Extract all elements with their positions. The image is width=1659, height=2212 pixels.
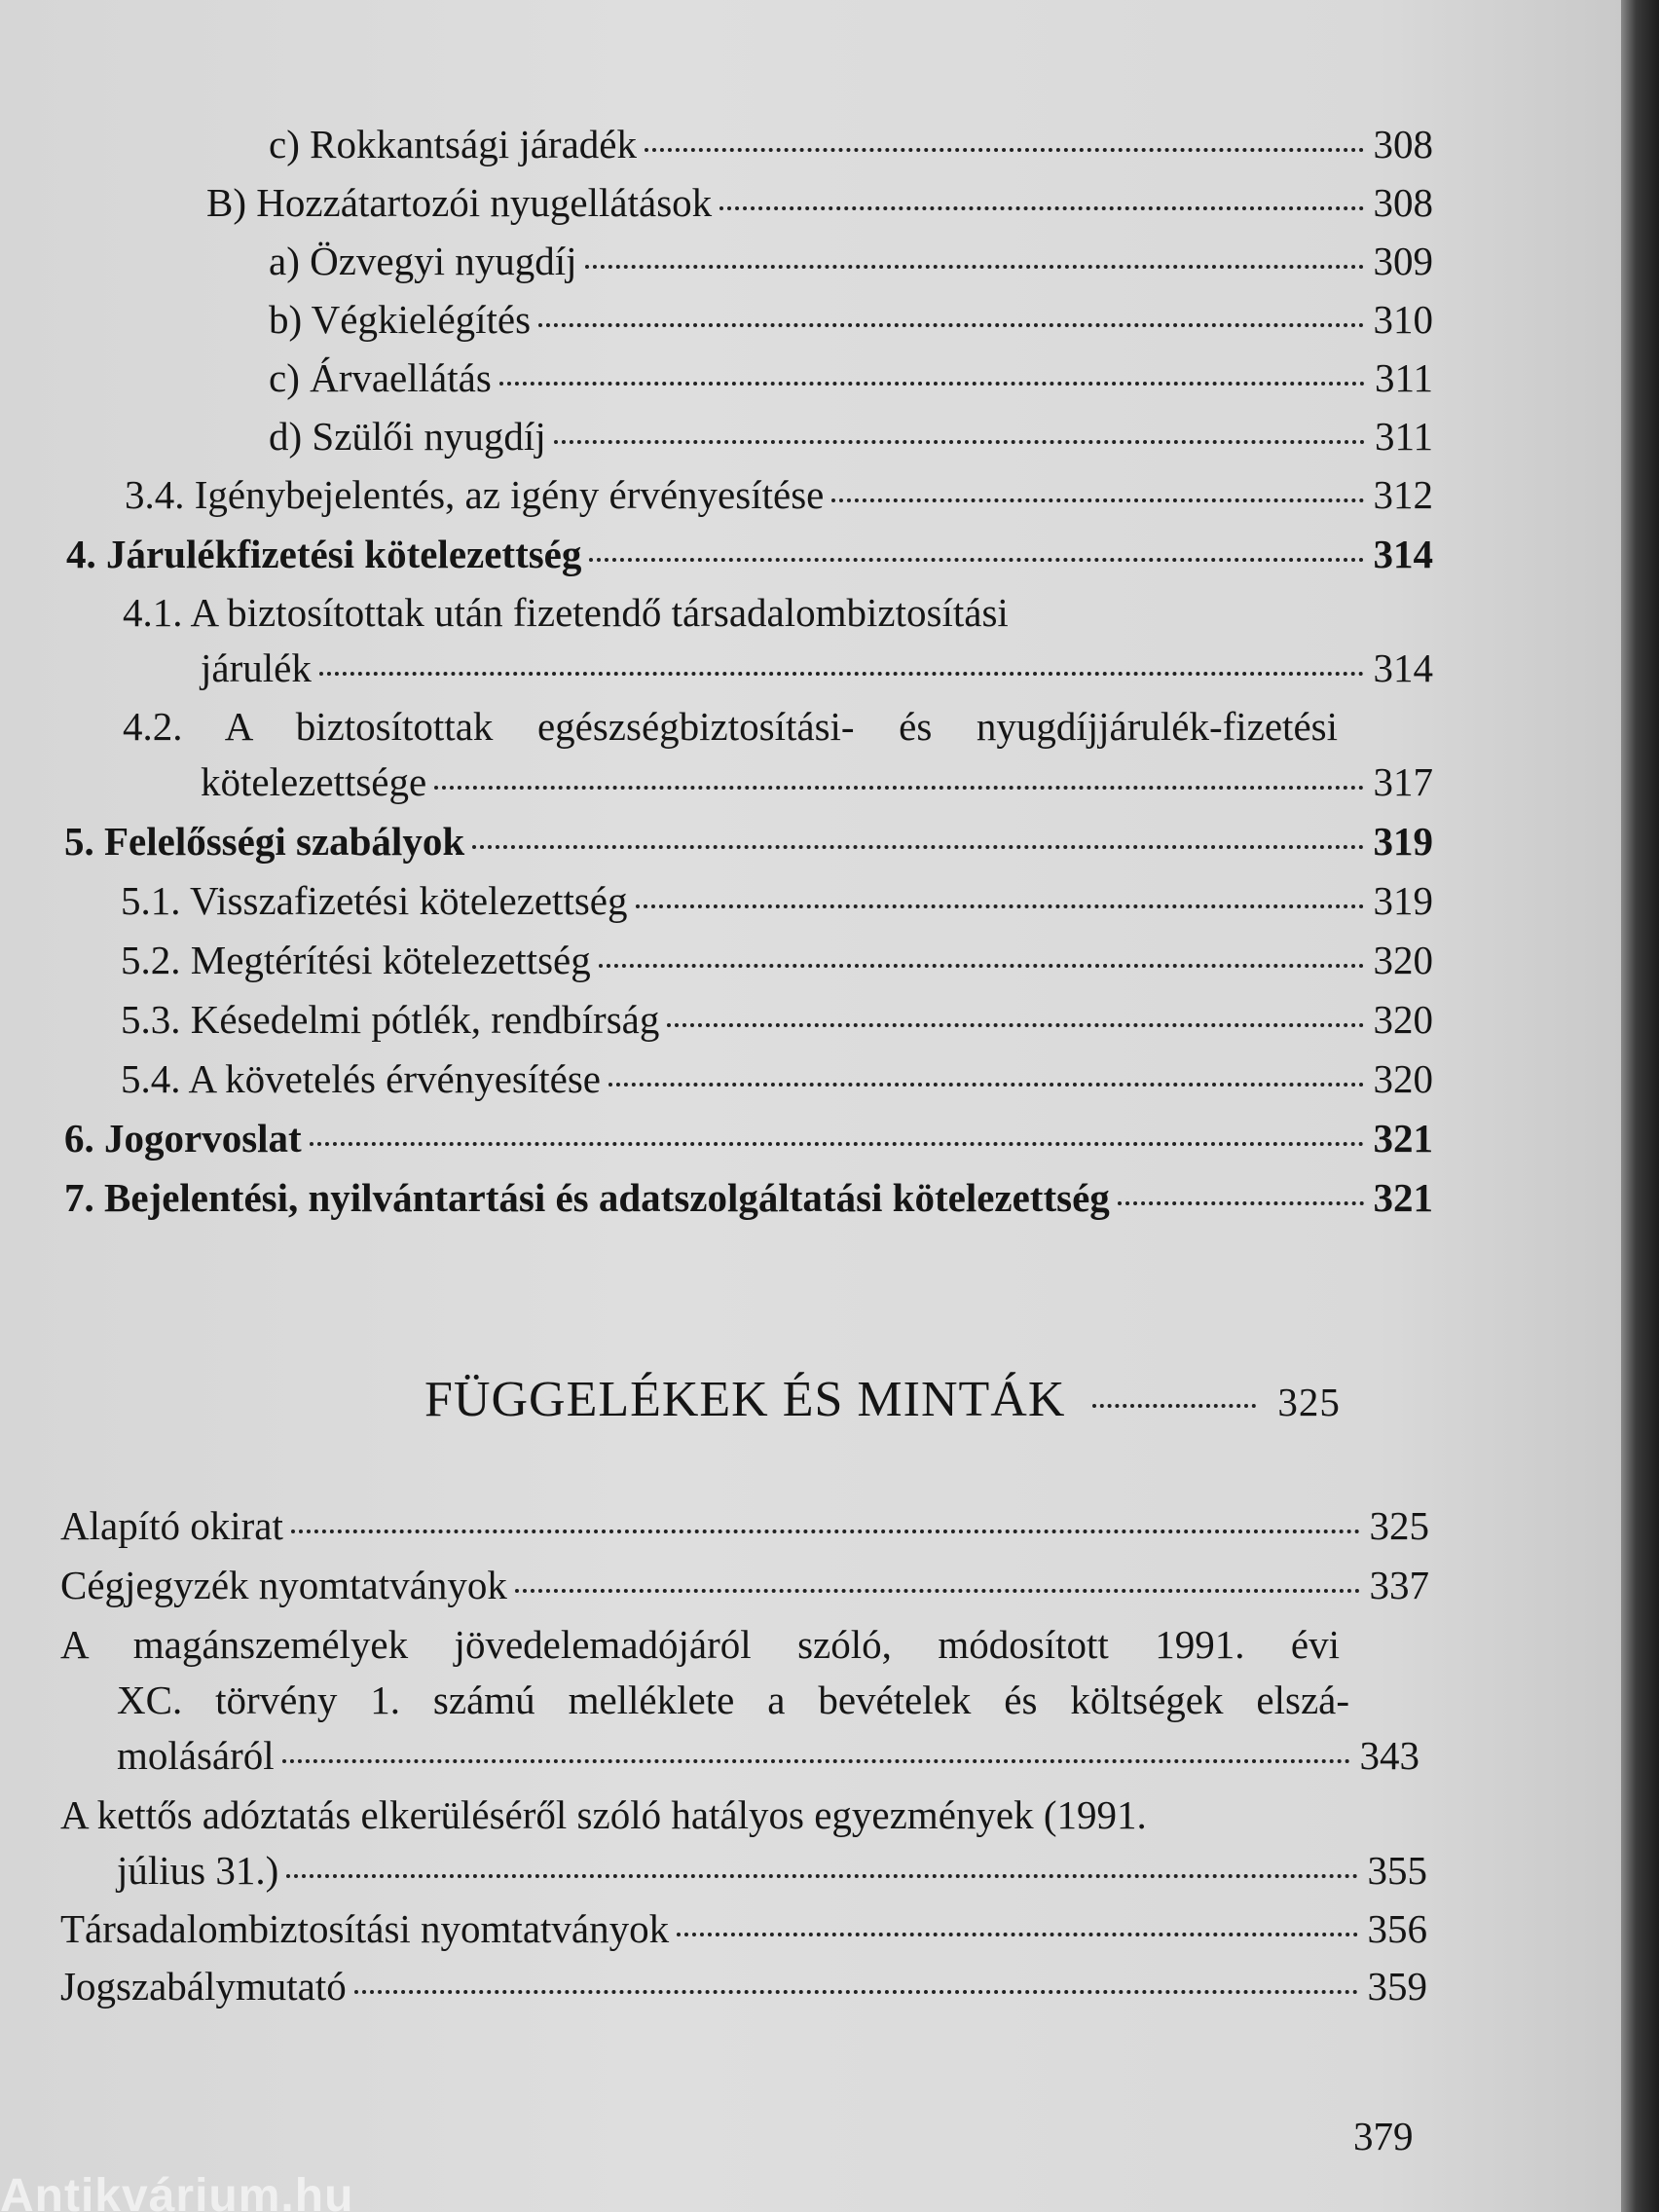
dot-leader bbox=[719, 206, 1363, 210]
dot-leader bbox=[499, 382, 1365, 386]
toc-entry-szja-line1: A magánszemélyek jövedelemadójáról szóló, módosított 1991. évi bbox=[60, 1622, 1340, 1667]
toc-entry-5-3 bbox=[121, 996, 1433, 1043]
toc-entry-kettos-adoztatas-line1: A kettős adóztatás elkerüléséről szóló hatályos egyezmények (1991. bbox=[60, 1792, 1147, 1837]
toc-entry-page: 311 bbox=[1375, 355, 1433, 400]
toc-entry-title: 5.4. A követelés érvényesítése bbox=[121, 1056, 602, 1101]
toc-entry-page: 320 bbox=[1373, 1056, 1433, 1101]
dot-leader bbox=[1118, 1201, 1364, 1205]
toc-entry-4-1-line1: 4.1. A biztosítottak után fizetendő társadalombiztosítási bbox=[123, 590, 1009, 635]
toc-entry-title: Cégjegyzék nyomtatványok bbox=[60, 1563, 507, 1607]
toc-entry-title: július 31.) bbox=[117, 1848, 279, 1893]
dot-leader bbox=[286, 1874, 1357, 1878]
toc-entry-page: 311 bbox=[1375, 414, 1433, 459]
toc-entry-5-4 bbox=[121, 1055, 1433, 1102]
dot-leader bbox=[599, 964, 1364, 968]
toc-entry-page: 343 bbox=[1359, 1733, 1419, 1778]
toc-entry-page: 308 bbox=[1373, 180, 1433, 225]
toc-entry-title: 4. Járulékfizetési kötelezettség bbox=[66, 532, 582, 576]
toc-entry-page: 359 bbox=[1367, 1964, 1427, 2009]
toc-entry-kettos-adoztatas bbox=[117, 1847, 1427, 1894]
toc-entry-vegkielegites bbox=[269, 296, 1433, 343]
dot-leader bbox=[589, 558, 1363, 562]
dot-leader bbox=[1092, 1404, 1256, 1408]
toc-entry-rokkantsagi-jaradek bbox=[269, 121, 1433, 167]
dot-leader bbox=[538, 323, 1363, 327]
toc-entry-page: 309 bbox=[1373, 239, 1433, 283]
toc-entry-chapter-7 bbox=[64, 1174, 1433, 1221]
dot-leader bbox=[434, 786, 1363, 790]
toc-entry-4-2 bbox=[201, 758, 1433, 805]
toc-entry-page: 356 bbox=[1367, 1906, 1427, 1951]
dot-leader bbox=[645, 148, 1364, 152]
toc-entry-4-1 bbox=[201, 645, 1433, 691]
toc-entry-arvaellatas bbox=[269, 354, 1433, 401]
watermark: Antikvárium.hu bbox=[0, 2170, 354, 2212]
toc-entry-jogszabalymutato bbox=[60, 1963, 1427, 2009]
dot-leader bbox=[354, 1990, 1358, 1994]
toc-entry-title: 6. Jogorvoslat bbox=[64, 1116, 302, 1161]
dot-leader bbox=[636, 904, 1364, 908]
toc-entry-szuloi-nyugdij bbox=[269, 413, 1433, 460]
toc-entry-5-1 bbox=[121, 877, 1433, 924]
toc-entry-4-2-line1: 4.2. A biztosítottak egészségbiztosítási- és nyugdíjjárulék-fizetési bbox=[123, 704, 1338, 749]
toc-entry-title: kötelezettsége bbox=[201, 759, 427, 804]
toc-entry-chapter-4 bbox=[66, 531, 1433, 577]
toc-entry-page: 312 bbox=[1373, 472, 1433, 517]
toc-entry-page: 325 bbox=[1369, 1503, 1429, 1548]
toc-entry-page: 314 bbox=[1373, 645, 1433, 690]
dot-leader bbox=[667, 1023, 1363, 1027]
toc-entry-title: 5.3. Késedelmi pótlék, rendbírság bbox=[121, 997, 660, 1042]
dot-leader bbox=[472, 845, 1363, 849]
toc-entry-title: 5.1. Visszafizetési kötelezettség bbox=[121, 878, 628, 923]
toc-entry-page: 310 bbox=[1373, 297, 1433, 342]
toc-entry-title: Társadalombiztosítási nyomtatványok bbox=[60, 1906, 670, 1951]
page-number: 379 bbox=[1353, 2114, 1414, 2158]
toc-entry-page: 319 bbox=[1373, 819, 1433, 864]
toc-entry-hozzatartozoi-nyugellatasok bbox=[206, 179, 1433, 226]
dot-leader bbox=[608, 1083, 1363, 1087]
toc-entry-3-4 bbox=[125, 471, 1433, 518]
toc-entry-5-2 bbox=[121, 937, 1433, 983]
dot-leader bbox=[677, 1933, 1357, 1936]
toc-entry-ozvegyi-nyugdij bbox=[269, 238, 1433, 284]
appendix-heading bbox=[424, 1371, 1341, 1431]
dot-leader bbox=[554, 440, 1365, 444]
toc-entry-page: 337 bbox=[1369, 1563, 1429, 1607]
book-binding-shadow bbox=[1621, 0, 1659, 2212]
toc-entry-page: 317 bbox=[1373, 759, 1433, 804]
toc-entry-page: 319 bbox=[1373, 878, 1433, 923]
toc-entry-chapter-5 bbox=[64, 818, 1433, 865]
toc-entry-title: 3.4. Igénybejelentés, az igény érvényesítése bbox=[125, 472, 825, 517]
toc-entry-tarsadalombiztositasi-nyomtatvanyok bbox=[60, 1905, 1427, 1952]
toc-entry-page: 320 bbox=[1373, 938, 1433, 982]
toc-entry-page: 320 bbox=[1373, 997, 1433, 1042]
toc-entry-title: molásáról bbox=[117, 1733, 275, 1778]
toc-entry-title: B) Hozzátartozói nyugellátások bbox=[206, 180, 713, 225]
toc-entry-cegjegyzek-nyomtatvanyok bbox=[60, 1562, 1429, 1608]
toc-entry-title: d) Szülői nyugdíj bbox=[269, 414, 546, 459]
toc-entry-title: b) Végkielégítés bbox=[269, 297, 532, 342]
toc-entry-page: 355 bbox=[1367, 1848, 1427, 1893]
appendix-heading-title: FÜGGELÉKEK ÉS MINTÁK bbox=[424, 1372, 1066, 1427]
toc-entry-page: 321 bbox=[1373, 1175, 1433, 1220]
toc-entry-title: c) Rokkantsági járadék bbox=[269, 122, 637, 166]
toc-entry-title: c) Árvaellátás bbox=[269, 355, 492, 400]
dot-leader bbox=[831, 498, 1363, 502]
toc-entry-title: Alapító okirat bbox=[60, 1503, 283, 1548]
toc-entry-alapito-okirat bbox=[60, 1502, 1429, 1549]
toc-entry-title: 7. Bejelentési, nyilvántartási és adatszolgáltatási kötelezettség bbox=[64, 1175, 1110, 1220]
toc-entry-chapter-6 bbox=[64, 1115, 1433, 1161]
appendix-heading-page: 325 bbox=[1277, 1380, 1341, 1424]
toc-entry-page: 308 bbox=[1373, 122, 1433, 166]
dot-leader bbox=[291, 1530, 1360, 1533]
toc-entry-title: a) Özvegyi nyugdíj bbox=[269, 239, 577, 283]
toc-entry-szja-melleklet bbox=[117, 1732, 1419, 1779]
dot-leader bbox=[585, 265, 1364, 269]
toc-entry-title: járulék bbox=[201, 645, 312, 690]
dot-leader bbox=[319, 672, 1364, 676]
dot-leader bbox=[515, 1589, 1360, 1593]
toc-entry-title: 5.2. Megtérítési kötelezettség bbox=[121, 938, 591, 982]
toc-entry-szja-line2: XC. törvény 1. számú melléklete a bevételek és költségek elszá- bbox=[117, 1677, 1349, 1722]
toc-entry-page: 314 bbox=[1373, 532, 1433, 576]
dot-leader bbox=[310, 1142, 1364, 1146]
toc-entry-page: 321 bbox=[1373, 1116, 1433, 1161]
dot-leader bbox=[282, 1759, 1350, 1763]
toc-entry-title: 5. Felelősségi szabályok bbox=[64, 819, 465, 864]
toc-entry-title: Jogszabálymutató bbox=[60, 1964, 347, 2009]
